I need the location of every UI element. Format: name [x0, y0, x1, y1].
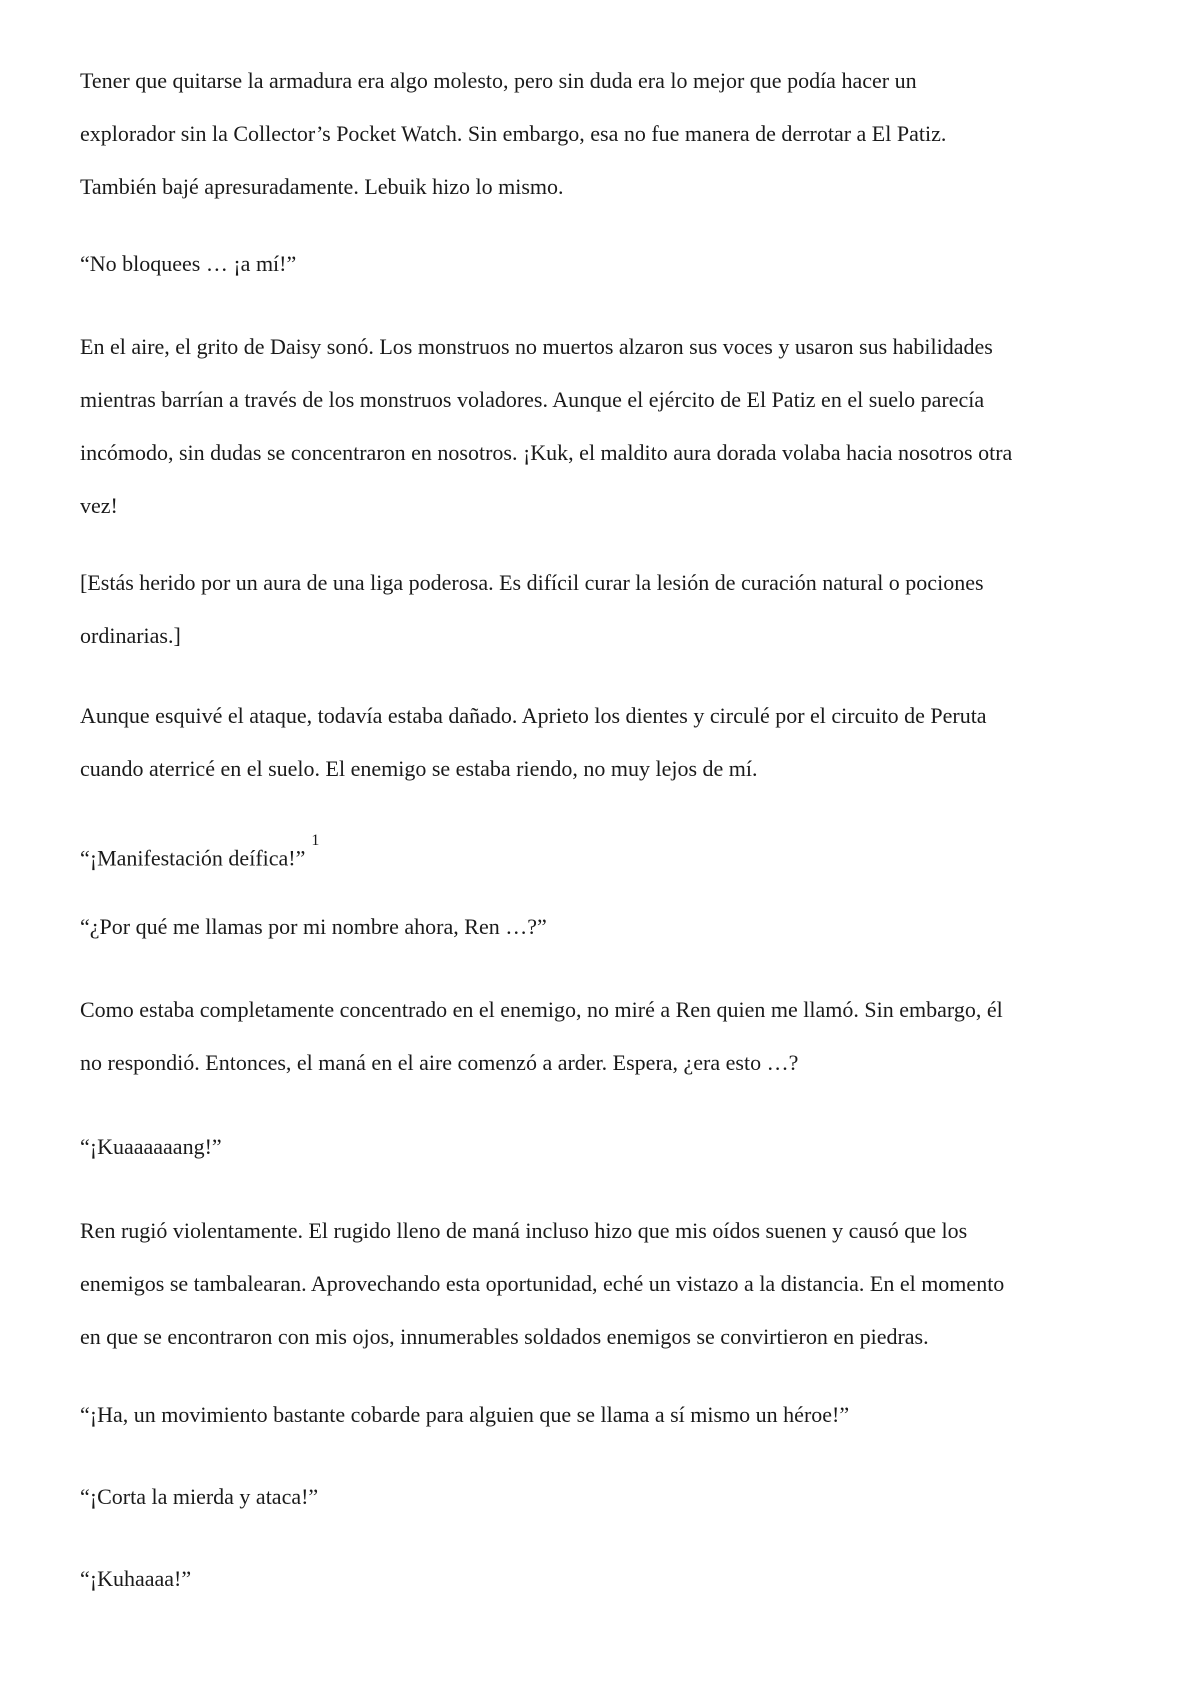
footnote-reference[interactable]: 1	[311, 832, 320, 849]
text-line: “¡Corta la mierda y ataca!”	[80, 1484, 319, 1509]
text-line: Ren rugió violentamente. El rugido lleno de maná incluso hizo que mis oídos suenen y causó que los	[80, 1218, 968, 1243]
text-line: Tener que quitarse la armadura era algo molesto, pero sin duda era lo mejor que podía hacer un	[80, 68, 917, 93]
paragraph-11	[80, 1388, 1120, 1441]
paragraph-9	[80, 1120, 1120, 1173]
text-line: mientras barrían a través de los monstruos voladores. Aunque el ejército de El Patiz en el suelo parecía	[80, 387, 985, 412]
text-line: no respondió. Entonces, el maná en el aire comenzó a arder. Espera, ¿era esto …?	[80, 1050, 799, 1075]
dialogue-text: “¡Manifestación deífica!”	[80, 845, 306, 871]
text-line: ordinarias.]	[80, 623, 181, 648]
text-line: en que se encontraron con mis ojos, innumerables soldados enemigos se convirtieron en piedras.	[80, 1324, 929, 1349]
text-line: En el aire, el grito de Daisy sonó. Los monstruos no muertos alzaron sus voces y usaron sus habilidades	[80, 334, 993, 359]
text-line: cuando aterricé en el suelo. El enemigo se estaba riendo, no muy lejos de mí.	[80, 756, 758, 781]
text-line: enemigos se tambalearan. Aprovechando esta oportunidad, eché un vistazo a la distancia. En el momento	[80, 1271, 1005, 1296]
text-line: También bajé apresuradamente. Lebuik hizo lo mismo.	[80, 174, 564, 199]
text-line: Como estaba completamente concentrado en el enemigo, no miré a Ren quien me llamó. Sin embargo, él	[80, 997, 1003, 1022]
paragraph-6	[80, 826, 1120, 879]
text-line: “No bloquees … ¡a mí!”	[80, 251, 297, 276]
text-line: Aunque esquivé el ataque, todavía estaba dañado. Aprieto los dientes y circulé por el circuito de Peruta	[80, 703, 987, 728]
paragraph-10	[80, 1204, 1120, 1363]
text-line: “¡Kuaaaaaang!”	[80, 1134, 222, 1159]
text-line: incómodo, sin dudas se concentraron en nosotros. ¡Kuk, el maldito aura dorada volaba hacia nosotros otra	[80, 440, 1013, 465]
text-line: “¡Kuhaaaa!”	[80, 1566, 192, 1591]
text-line	[80, 826, 1120, 879]
paragraph-5	[80, 689, 1120, 795]
paragraph-7	[80, 900, 1120, 953]
paragraph-3	[80, 320, 1120, 532]
text-line: explorador sin la Collector’s Pocket Watch. Sin embargo, esa no fue manera de derrotar a El Patiz.	[80, 121, 947, 146]
text-line: “¿Por qué me llamas por mi nombre ahora, Ren …?”	[80, 914, 547, 939]
text-line: [Estás herido por un aura de una liga poderosa. Es difícil curar la lesión de curación natural o pociones	[80, 570, 984, 595]
paragraph-4	[80, 556, 1120, 662]
paragraph-12	[80, 1470, 1120, 1523]
paragraph-8	[80, 983, 1120, 1089]
paragraph-2	[80, 237, 1120, 290]
text-line: “¡Ha, un movimiento bastante cobarde para alguien que se llama a sí mismo un héroe!”	[80, 1402, 850, 1427]
paragraph-13	[80, 1552, 1120, 1605]
paragraph-1	[80, 54, 1120, 213]
text-line: vez!	[80, 493, 118, 518]
